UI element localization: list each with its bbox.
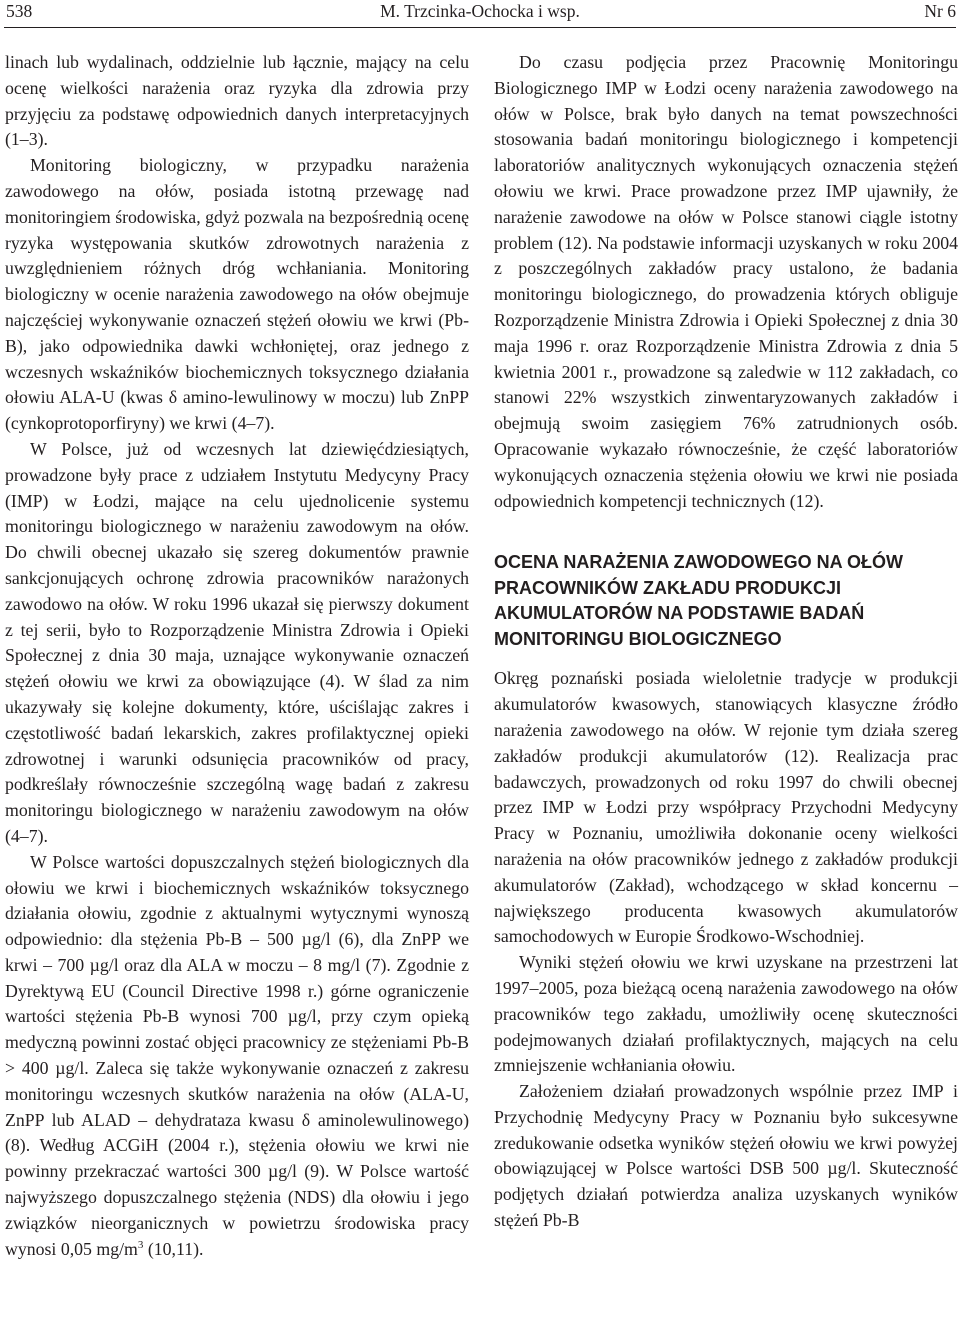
running-title: M. Trzcinka-Ochocka i wsp. xyxy=(380,1,580,21)
paragraph: Do czasu podjęcia przez Pracownię Monitoringu Biologicznego IMP w Łodzi oceny narażenia zawodowego na ołów w Polsce, brak było danych na temat powszechności stosowania badań monitoringu biologicznego i kompetencji laboratoriów analitycznych wykonujących oznaczenia stężeń ołowiu we krwi. Prace prowadzone przez IMP ujawniły, że narażenie zawodowe na ołów w Polsce stanowi ciągle istotny problem (12). Na podstawie informacji uzyskanych w roku 2004 z poszczególnych zakładów pracy ustalono, że badania monitoringu biologicznego, do prowadzenia których obliguje Rozporządzenie Ministra Zdrowia i Opieki Społecznej z dnia 30 maja 1996 r. oraz Rozporządzenie Ministra Zdrowia z dnia 5 kwietnia 2001 r., prowadzone są zaledwie w 112 zakładach, co stanowi 22% wszystkich zinwentaryzowanych zakładów i obejmują swoim zasięgiem 76% zatrudnionych osób. Opracowanie wykazało równocześnie, że część laboratoriów wykonujących oznaczenia stężenia ołowiu we krwi nie posiada odpowiednich kompetencji technicznych (12). xyxy=(494,52,958,511)
paragraph: Założeniem działań prowadzonych wspólnie przez IMP i Przychodnię Medycyny Pracy w Poznaniu było sukcesywne zredukowanie odsetka wyników stężeń ołowiu we krwi powyżej obowiązującej w Polsce wartości DSB 500 µg/l. Skuteczność podjętych działań potwierdza analiza uzyskanych wyników stężeń Pb-B xyxy=(494,1081,958,1231)
superscript: 3 xyxy=(137,1238,144,1251)
section-heading: OCENA NARAŻENIA ZAWODOWEGO NA OŁÓW PRACOWNIKÓW ZAKŁADU PRODUKCJI AKUMULATORÓW NA PODSTAWIE BADAŃ MONITORINGU BIOLOGICZNEGO xyxy=(494,552,903,649)
left-column xyxy=(5,50,469,1262)
paragraph: linach lub wydalinach, oddzielnie lub łącznie, mający na celu ocenę wielkości narażenia oraz ryzyka dla zdrowia przy przyjęciu za podstawę odpowiednich danych interpretacyjnych (1–3). xyxy=(5,52,469,150)
paragraph xyxy=(5,850,469,1263)
paragraph: Wyniki stężeń ołowiu we krwi uzyskane na przestrzeni lat 1997–2005, poza bieżącą oceną narażenia zawodowego na ołów pracowników tego zakładu, umożliwiły ocenę skuteczności podejmowanych działań profilaktycznych, mających na celu zmniejszenie wchłaniania ołowiu. xyxy=(494,952,958,1076)
right-column xyxy=(494,50,958,1234)
page-number: 538 xyxy=(6,1,33,21)
header-rule xyxy=(4,27,956,28)
paragraph-text: W Polsce wartości dopuszczalnych stężeń biologicznych dla ołowiu we krwi i biochemicznych wskaźników toksycznego działania ołowiu, zgodnie z aktualnymi wytycznymi wynoszą odpowiednio: dla stężenia Pb-B – 500 µg/l (6), dla ZnPP we krwi – 700 µg/l oraz dla ALA w moczu – 8 mg/l (7). Zgodnie z Dyrektywą EU (Council Directive 1998 r.) górne ograniczenie wartości stężenia Pb-B wynosi 700 µg/l, przy czym opieką medyczną powinni zostać objęci pracownicy ze stężeniami Pb-B > 400 µg/l. Zaleca się także wykonywanie oznaczeń z zakresu monitoringu wczesnych skutków narażenia na ołów (ALA-U, ZnPP lub ALAD – dehydrataza kwasu δ aminolewulinowego) (8). Według ACGiH (2004 r.), stężenia ołowiu we krwi nie powinny przekraczać wartości 300 µg/l (9). W Polsce wartość najwyższego dopuszczalnego stężenia (NDS) dla ołowiu i jego związków nieorganicznych w powietrzu środowiska pracy wynosi 0,05 mg/m xyxy=(5,851,469,1259)
running-header xyxy=(0,0,960,24)
paragraph: Okręg poznański posiada wieloletnie tradycje w produkcji akumulatorów kwasowych, stanowiących klasyczne źródło narażenia zawodowego na ołów. W rejonie tym działa szereg zakładów produkcji akumulatorów (12). Realizacja prac badawczych, prowadzonych od roku 1997 do chwili obecnej przez IMP w Łodzi przy współpracy Przychodni Medycyny Pracy w Poznaniu, umożliwiła dokonanie oceny wielkości narażenia na ołów pracowników jednego z zakładów produkcji akumulatorów (Zakład), wchodzącego w skład koncernu – największego producenta kwasowych akumulatorów samochodowych w Europie Środkowo-Wschodniej. xyxy=(494,668,958,947)
paragraph: W Polsce, już od wczesnych lat dziewięćdziesiątych, prowadzone były prace z udziałem Instytutu Medycyny Pracy (IMP) w Łodzi, mające na celu ujednolicenie systemu monitoringu biologicznego w narażeniu zawodowym na ołów. Do chwili obecnej ukazało się szereg dokumentów prawnie sankcjonujących ochronę zdrowia pracowników narażonych zawodowo na ołów. W roku 1996 ukazał się pierwszy dokument z tej serii, było to Rozporządzenie Ministra Zdrowia i Opieki Społecznej z dnia 30 maja, uznające wykonywanie oznaczeń stężeń ołowiu we krwi za obowiązujące (4). W ślad za nim ukazywały się kolejne dokumenty, które, uściślając zakres i częstotliwość badań lekarskich, zakres profilaktycznej opieki zdrowotnej i warunki odsunięcia pracowników od pracy, podkreślały równocześnie szczególną wagę badań z zakresu monitoringu biologicznego w narażeniu zawodowym na ołów (4–7). xyxy=(5,438,469,846)
paragraph: Monitoring biologiczny, w przypadku narażenia zawodowego na ołów, posiada istotną przewagę nad monitoringiem środowiska, gdyż pozwala na bezpośrednią ocenę ryzyka występowania skutków zdrowotnych narażenia z uwzględnieniem różnych dróg wchłaniania. Monitoring biologiczny w ocenie narażenia zawodowego na ołów obejmuje najczęściej wykonywanie oznaczeń stężeń ołowiu we krwi (Pb-B), jako odpowiednika dawki wchłoniętej, oraz jednego z wczesnych wskaźników biochemicznych toksycznego działania ołowiu ALA-U (kwas δ amino-lewulinowy w moczu) lub ZnPP (cynkoprotoporfiryny) we krwi (4–7). xyxy=(5,155,469,434)
paragraph-text: (10,11). xyxy=(143,1238,204,1259)
issue-number: Nr 6 xyxy=(924,1,956,21)
